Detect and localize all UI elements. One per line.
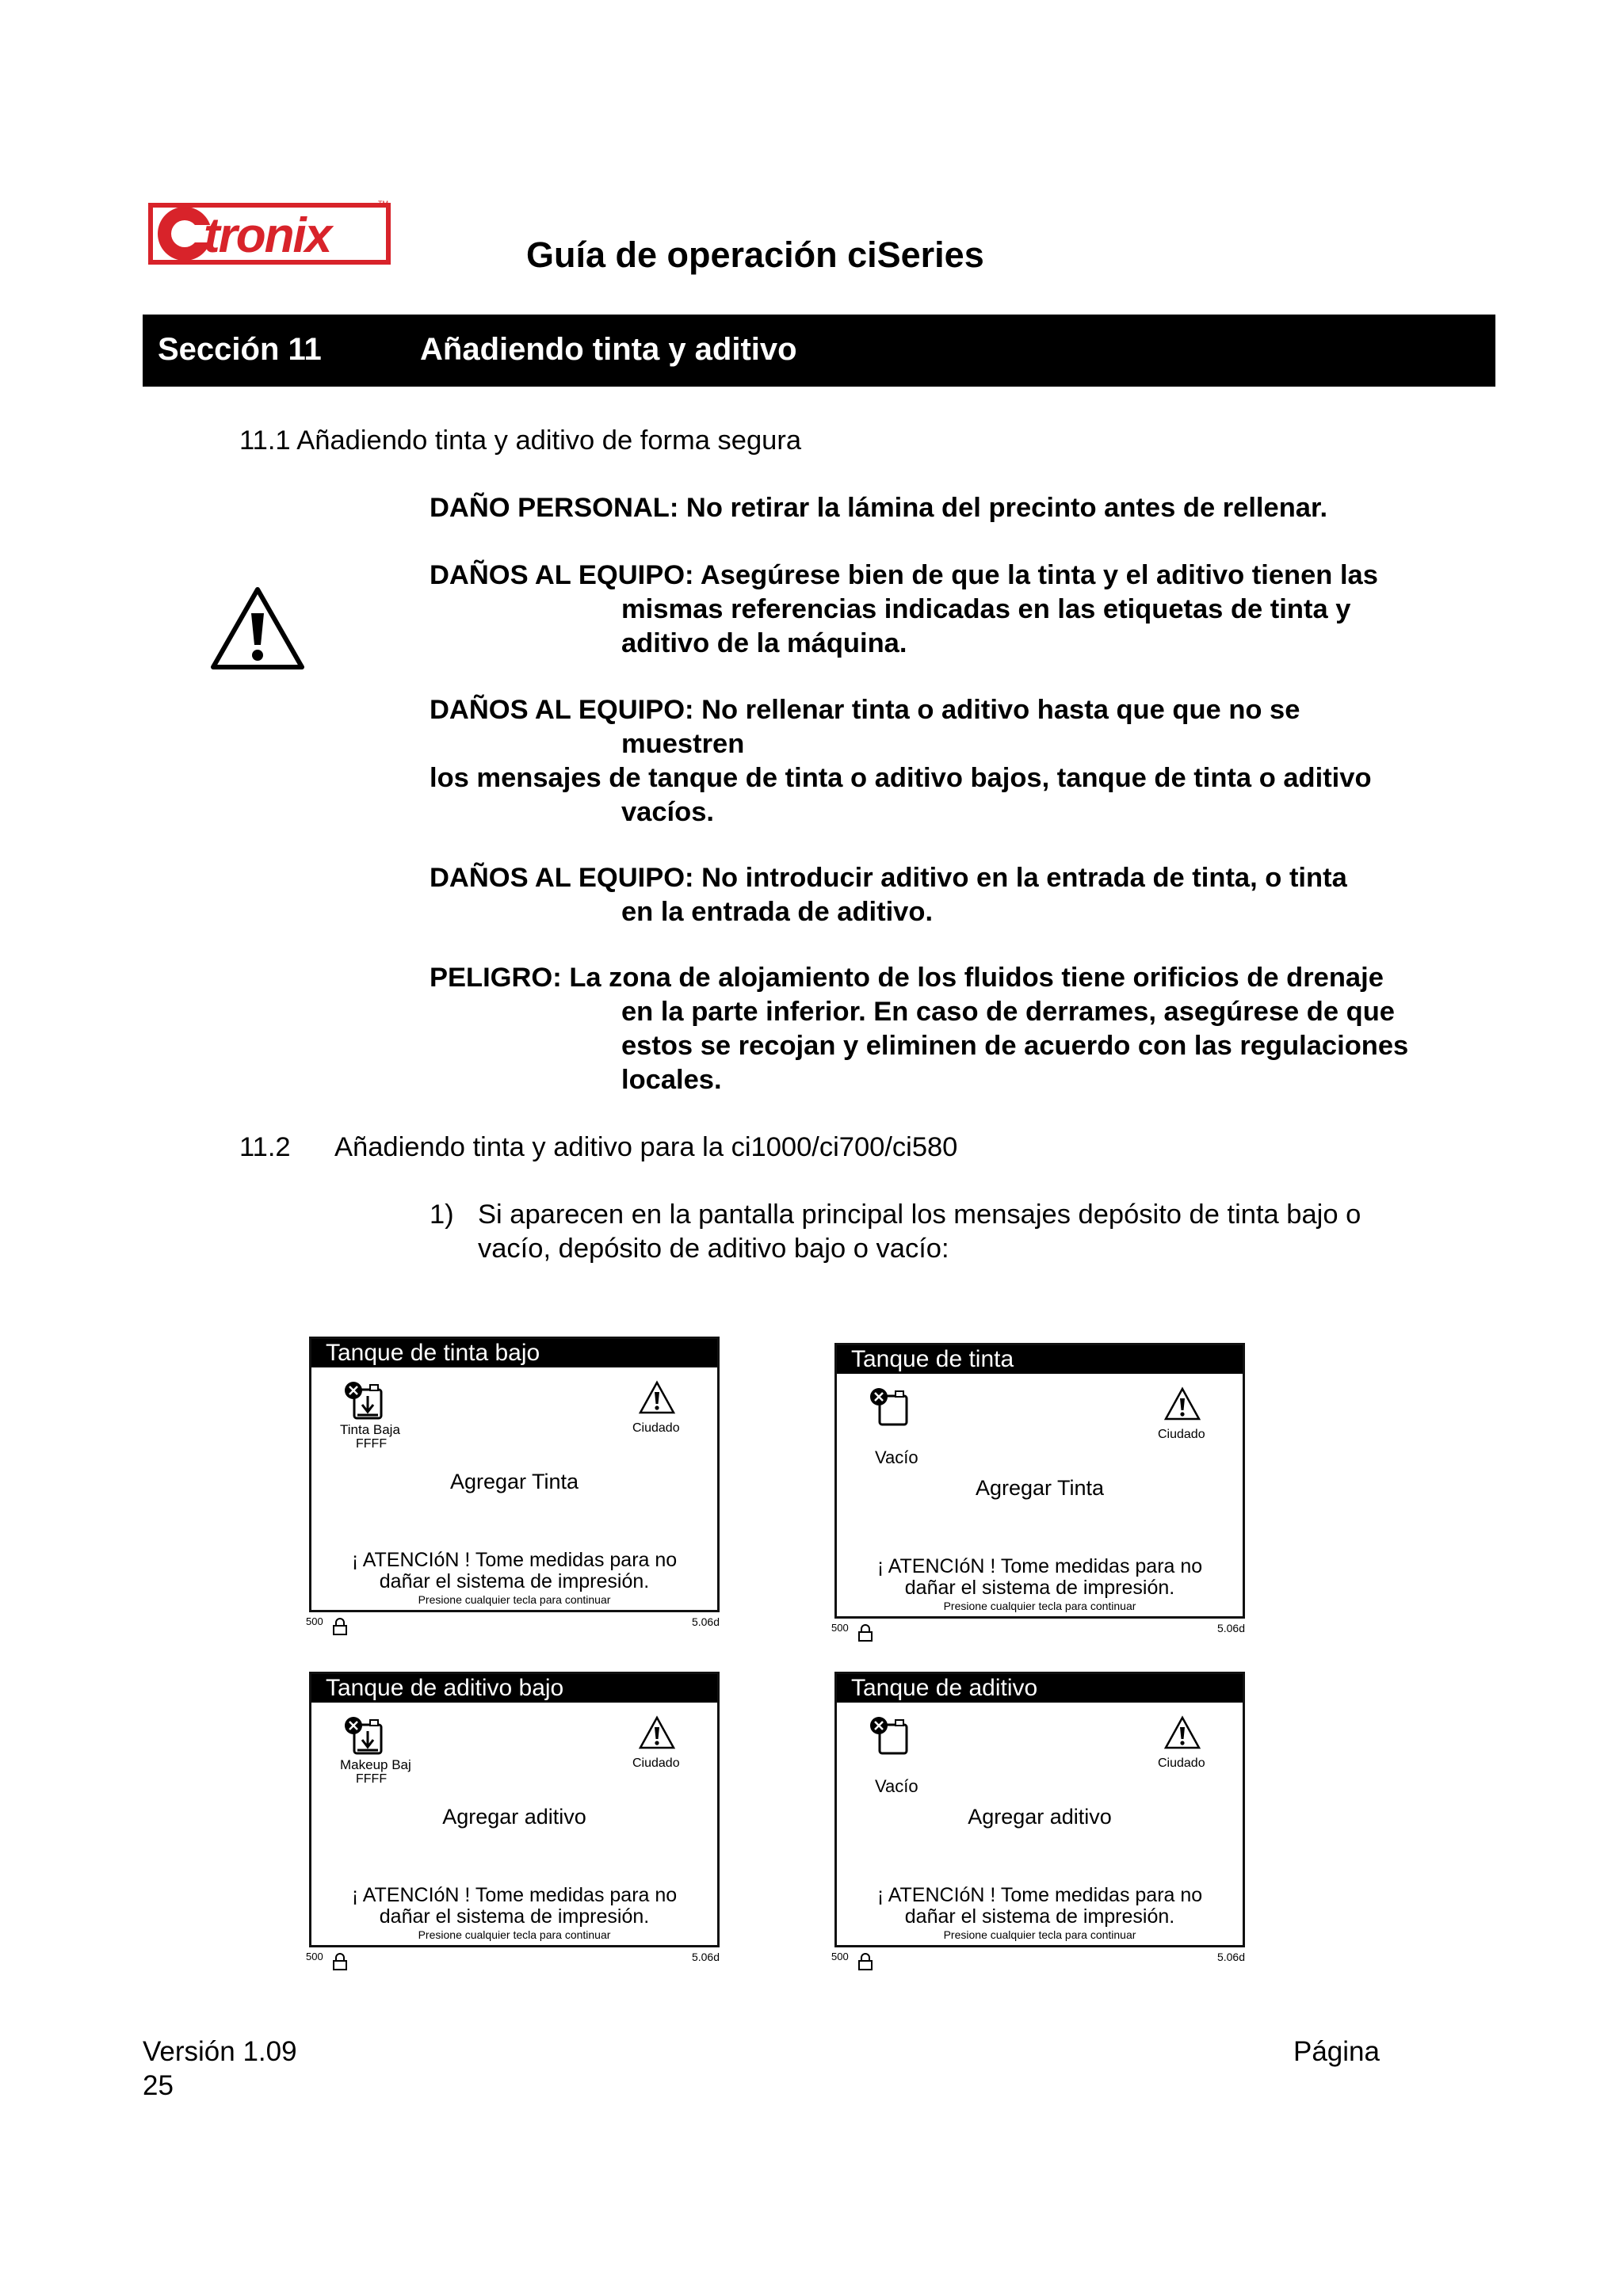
caution-icon <box>638 1715 676 1750</box>
caution-label: Ciudado <box>632 1421 680 1435</box>
caution-icon <box>638 1380 676 1415</box>
ink-tank-empty-icon <box>869 1386 913 1428</box>
tank-code: FFFF <box>356 1772 388 1786</box>
screen-frame <box>309 1337 720 1612</box>
warning-equipment-3-line-1: DAÑOS AL EQUIPO: No introducir aditivo en la entrada de tinta, o tinta <box>430 863 1347 893</box>
caution-label: Ciudado <box>1158 1756 1205 1770</box>
tank-code: FFFF <box>356 1437 388 1451</box>
footer-version: Versión 1.09 <box>143 2036 297 2067</box>
press-any-key-text: Presione cualquier tecla para continuar <box>418 1928 611 1941</box>
warning-equipment-1-line-2: mismas referencias indicadas en las etiquetas de tinta y <box>621 594 1351 624</box>
caution-icon <box>1163 1715 1201 1750</box>
footer-page-number: 25 <box>143 2070 174 2101</box>
warning-danger-line-3: estos se recojan y eliminen de acuerdo con las regulaciones <box>621 1031 1409 1061</box>
press-any-key-text: Presione cualquier tecla para continuar <box>943 1600 1136 1612</box>
lock-icon <box>331 1952 349 1971</box>
status-right: 5.06d <box>1216 1622 1245 1634</box>
screen-makeup-low <box>306 1672 724 1966</box>
screen-frame <box>834 1672 1245 1947</box>
section-number: Sección 11 <box>158 332 322 367</box>
attention-line-1: ¡ ATENCIóN ! Tome medidas para no <box>351 1884 678 1906</box>
makeup-tank-low-icon <box>343 1715 388 1756</box>
makeup-tank-empty-icon <box>869 1715 913 1756</box>
citronix-logo <box>147 196 400 269</box>
caution-label: Ciudado <box>1158 1428 1205 1441</box>
attention-line-1: ¡ ATENCIóN ! Tome medidas para no <box>876 1555 1203 1577</box>
section-bar <box>143 315 1495 387</box>
action-text: Agregar aditivo <box>968 1805 1112 1829</box>
warning-equipment-2-line-4: vacíos. <box>621 797 714 827</box>
action-text: Agregar Tinta <box>449 1470 579 1493</box>
warning-equipment-3-line-2: en la entrada de aditivo. <box>621 897 934 927</box>
screen-title: Tanque de aditivo <box>837 1674 1243 1703</box>
ink-tank-low-icon <box>343 1380 388 1421</box>
warning-equipment-1-line-1: DAÑOS AL EQUIPO: Asegúrese bien de que la tinta y el aditivo tienen las <box>430 560 1378 590</box>
lock-icon <box>857 1952 874 1971</box>
status-right: 5.06d <box>691 1615 720 1628</box>
attention-line-2: dañar el sistema de impresión. <box>904 1577 1175 1599</box>
warning-danger-line-4: locales. <box>621 1065 722 1095</box>
press-any-key-text: Presione cualquier tecla para continuar <box>418 1593 611 1606</box>
attention-line-2: dañar el sistema de impresión. <box>904 1905 1175 1928</box>
screen-frame <box>309 1672 720 1947</box>
action-text: Agregar aditivo <box>442 1805 586 1829</box>
status-right: 5.06d <box>691 1951 720 1963</box>
press-any-key-text: Presione cualquier tecla para continuar <box>943 1928 1136 1941</box>
status-left: 500 <box>306 1615 323 1627</box>
attention-line-2: dañar el sistema de impresión. <box>379 1905 650 1928</box>
warning-danger-line-2: en la parte inferior. En caso de derrames, asegúrese de que <box>621 997 1395 1027</box>
section-title: Añadiendo tinta y aditivo <box>420 332 797 367</box>
status-left: 500 <box>831 1951 849 1962</box>
footer-page-word: Página <box>1293 2036 1380 2067</box>
screen-title: Tanque de aditivo bajo <box>311 1674 717 1703</box>
warning-triangle-icon <box>210 586 305 672</box>
tank-label: Vacío <box>875 1776 918 1796</box>
tank-label: Tinta Baja <box>340 1422 400 1437</box>
caution-icon <box>1163 1386 1201 1421</box>
step-number: 1) <box>430 1199 454 1230</box>
lock-icon <box>857 1623 874 1642</box>
tank-label: Makeup Baj <box>340 1757 411 1772</box>
screen-title: Tanque de tinta <box>837 1345 1243 1374</box>
attention-line-1: ¡ ATENCIóN ! Tome medidas para no <box>876 1884 1203 1906</box>
svg-text:tronix: tronix <box>204 208 331 263</box>
caution-label: Ciudado <box>632 1756 680 1770</box>
subsection-number-11-2: 11.2 <box>239 1132 291 1162</box>
attention-line-2: dañar el sistema de impresión. <box>379 1570 650 1592</box>
attention-line-1: ¡ ATENCIóN ! Tome medidas para no <box>351 1549 678 1571</box>
status-left: 500 <box>306 1951 323 1962</box>
action-text: Agregar Tinta <box>975 1476 1105 1500</box>
svg-text:TM: TM <box>378 200 388 208</box>
warning-equipment-1-line-3: aditivo de la máquina. <box>621 628 907 658</box>
tank-label: Vacío <box>875 1447 918 1467</box>
screen-frame <box>834 1343 1245 1619</box>
lock-icon <box>331 1617 349 1636</box>
step-line-1: Si aparecen en la pantalla principal los mensajes depósito de tinta bajo o <box>478 1199 1361 1230</box>
status-left: 500 <box>831 1622 849 1634</box>
warning-equipment-2-line-1: DAÑOS AL EQUIPO: No rellenar tinta o aditivo hasta que que no se <box>430 695 1300 725</box>
warning-personal-damage: DAÑO PERSONAL: No retirar la lámina del precinto antes de rellenar. <box>430 493 1328 523</box>
screen-ink-low <box>306 1337 724 1631</box>
screen-ink-empty <box>831 1343 1250 1638</box>
step-line-2: vacío, depósito de aditivo bajo o vacío: <box>478 1234 949 1264</box>
warning-equipment-2-line-2: muestren <box>621 729 745 759</box>
warning-equipment-2-line-3: los mensajes de tanque de tinta o aditivo bajos, tanque de tinta o aditivo <box>430 763 1372 793</box>
screen-makeup-empty <box>831 1672 1250 1966</box>
screen-title: Tanque de tinta bajo <box>311 1339 717 1367</box>
status-right: 5.06d <box>1216 1951 1245 1963</box>
subsection-heading-11-1: 11.1 Añadiendo tinta y aditivo de forma segura <box>239 425 802 456</box>
warning-danger-line-1: PELIGRO: La zona de alojamiento de los fluidos tiene orificios de drenaje <box>430 963 1384 993</box>
doc-title: Guía de operación ciSeries <box>526 235 984 275</box>
subsection-heading-11-2: Añadiendo tinta y aditivo para la ci1000/ci700/ci580 <box>334 1132 958 1162</box>
